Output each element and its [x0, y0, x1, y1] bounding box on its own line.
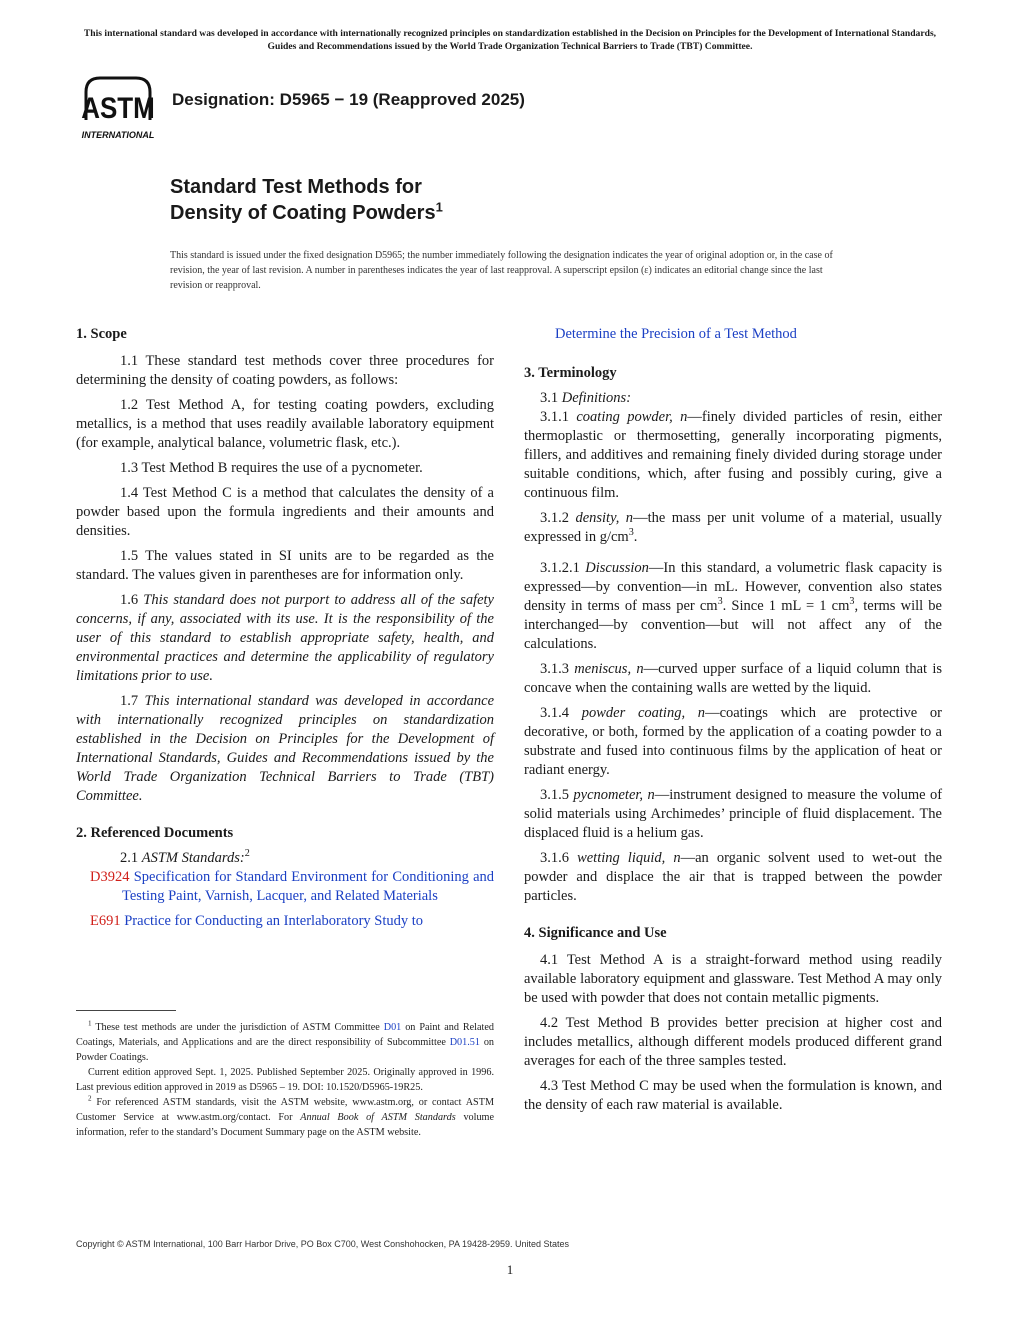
- title-line-1: Standard Test Methods for: [170, 176, 422, 198]
- section-1-3: 1.3 Test Method B requires the use of a pycnometer.: [120, 460, 423, 476]
- section-heading-significance: 4. Significance and Use: [524, 925, 667, 941]
- section-1-7: 1.7 This international standard was developed in accordance with internationally recognized principles on standardization established in the Decision on Principles for the Development of International Standards, Guides and Recommendations issued by the World Trade Organization Technical Barriers to Trade (TBT) Committee.: [76, 693, 495, 804]
- section-1-1: 1.1 These standard test methods cover three procedures for determining the density of coating powders, as follows:: [76, 353, 494, 388]
- definition-meniscus: 3.1.3 meniscus, n—curved upper surface of a liquid column that is concave when the containing walls are wetted by the liquid.: [524, 661, 942, 696]
- right-column: [524, 325, 942, 1121]
- left-column: [76, 325, 494, 937]
- footnote-divider: [76, 1010, 176, 1011]
- footnotes: [76, 1020, 494, 1140]
- section-1-5: 1.5 The values stated in SI units are to be regarded as the standard. The values given in parentheses are for information only.: [76, 548, 494, 583]
- section-4-2: 4.2 Test Method B provides better precision at higher cost and includes metallics, although different models produced different grand averages for each of the three samples tested.: [524, 1015, 942, 1069]
- astm-logo: [76, 72, 160, 142]
- reference-d3924[interactable]: D3924 Specification for Standard Environment for Conditioning and Testing Paint, Varnish, Lacquer, and Related Materials: [90, 869, 494, 904]
- definition-pycnometer: 3.1.5 pycnometer, n—instrument designed to measure the volume of solid materials using Archimedes’ principle of fluid displacement. The displaced fluid is a helium gas.: [524, 787, 943, 841]
- footnote-2: $^2$ For referenced ASTM standards, visit the ASTM website, www.astm.org, or contact ASTM Customer Service at www.astm.org/contact. For Annual Book of ASTM Standards volume information, refer to the standard’s Document Summary page on the ASTM website.: [76, 1094, 495, 1138]
- section-2-1: 2.1 ASTM Standards:$^2$: [120, 848, 250, 866]
- page-number: 1: [506, 1262, 514, 1277]
- reference-e691[interactable]: E691 Practice for Conducting an Interlaboratory Study to: [90, 913, 424, 929]
- logo-text: ASTM: [81, 91, 155, 125]
- definition-density: 3.1.2 density, n—the mass per unit volume of a material, usually expressed in $g/cm^3$.: [524, 510, 942, 545]
- section-heading-scope: 1. Scope: [76, 326, 127, 342]
- issued-statement: This standard is issued under the fixed designation D5965; the number immediately following the designation indicates the year of original adoption or, in the case of revision, the year of last revision. A number in parentheses indicates the year of last reapproval. A superscript epsilon (ε) indicates an editorial change since the last revision or reapproval.: [170, 250, 833, 291]
- section-1-4: 1.4 Test Method C is a method that calculates the density of a powder based upon the formula ingredients and their amounts and densities.: [76, 485, 494, 539]
- definition-wetting-liquid: 3.1.6 wetting liquid, n—an organic solvent used to wet-out the powder and displace the air that is trapped between the powder particles.: [524, 850, 943, 904]
- section-1-6: 1.6 This standard does not purport to address all of the safety concerns, if any, associated with its use. It is the responsibility of the user of this standard to establish appropriate safety, health, and environmental practices and determine the applicability of regulatory limitations prior to use.: [76, 592, 494, 684]
- link-d01-51[interactable]: D01.51: [449, 1037, 480, 1048]
- reference-e691-continued[interactable]: Determine the Precision of a Test Method: [555, 326, 797, 342]
- logo-subtext: INTERNATIONAL: [81, 130, 155, 140]
- standards-notice: This international standard was developed in accordance with internationally recognized principles on standardization established in the Decision on Principles for the Development of International Standards, Guides and Recommendations issued by the World Trade Organization Technical Barriers to Trade (TBT) Committee.: [83, 28, 937, 52]
- footnote-1-edition: Current edition approved Sept. 1, 2025. Published September 2025. Originally approved in 1996. Last previous edition approved in 2019 as D5965 – 19. DOI: 10.1520/D5965-19R25.: [76, 1067, 494, 1093]
- section-1-2: 1.2 Test Method A, for testing coating powders, excluding metallics, is a method that uses readily available laboratory equipment (for example, analytical balance, volumetric flask, etc.).: [76, 397, 494, 451]
- definition-coating-powder: 3.1.1 coating powder, n—finely divided particles of resin, either thermoplastic or thermosetting, generally incorporating pigments, fillers, and additives and remaining finely divided during storage under suitable conditions, which, after fusing and possibly curing, give a continuous film.: [524, 409, 943, 501]
- copyright: Copyright © ASTM International, 100 Barr Harbor Drive, PO Box C700, West Conshohocken, PA 19428-2959. United States: [76, 1239, 570, 1249]
- section-heading-referenced-documents: 2. Referenced Documents: [76, 825, 234, 841]
- footnote-1: $^1$ These test methods are under the jurisdiction of ASTM Committee D01 on Paint and Related Coatings, Materials, and Applications and are the direct responsibility of Subcommittee D01.51 on Powder Coatings.: [76, 1019, 494, 1063]
- link-d01[interactable]: D01: [383, 1022, 402, 1033]
- page-title: [170, 174, 443, 226]
- section-4-1: 4.1 Test Method A is a straight-forward method using readily available laboratory equipment and glassware. Test Method A may only be used with powder that does not contain metallic pigments.: [524, 952, 942, 1006]
- definition-density-discussion: 3.1.2.1 Discussion—In this standard, a volumetric flask capacity is expressed—by convention—in mL. However, convention also states density in terms of mass per $cm^3$. Since 1 mL = 1 $cm^3$, terms will be interchanged—by convention—but will not affect any of the calculations.: [524, 560, 943, 652]
- section-heading-terminology: 3. Terminology: [524, 365, 617, 381]
- section-4-3: 4.3 Test Method C may be used when the formulation is known, and the density of each raw material is available.: [524, 1078, 942, 1113]
- definition-powder-coating: 3.1.4 powder coating, n—coatings which are protective or decorative, or both, formed by the application of a coating powder to a substrate and fused into continuous films by the application of heat or radiant energy.: [524, 705, 942, 778]
- title-line-2: Density of Coating Powders: [170, 202, 436, 224]
- designation: Designation: D5965 − 19 (Reapproved 2025): [172, 90, 525, 109]
- title-footnote-mark: 1: [435, 199, 443, 215]
- section-3-1: 3.1 Definitions:: [540, 390, 632, 406]
